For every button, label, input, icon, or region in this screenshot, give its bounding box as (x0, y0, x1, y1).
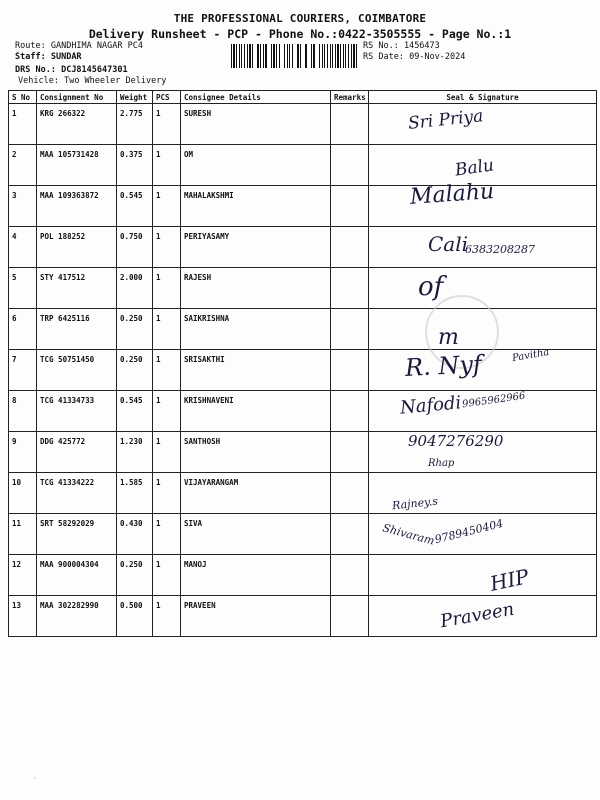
cell-weight: 0.250 (117, 350, 153, 391)
cell-sno: 12 (9, 555, 37, 596)
cell-consignment: MAA 105731428 (37, 145, 117, 186)
drs-line (15, 65, 128, 75)
cell-consignee: SIVA (181, 514, 331, 555)
cell-consignment: KRG 266322 (37, 104, 117, 145)
cell-consignee: MAHALAKSHMI (181, 186, 331, 227)
cell-sno: 4 (9, 227, 37, 268)
cell-pcs: 1 (153, 596, 181, 637)
col-consignee: Consignee Details (181, 91, 331, 104)
cell-weight: 0.250 (117, 555, 153, 596)
col-consignment: Consignment No (37, 91, 117, 104)
drs-label: DRS No.: (15, 65, 56, 75)
cell-consignment: POL 188252 (37, 227, 117, 268)
cell-consignment: MAA 900004304 (37, 555, 117, 596)
cell-sno: 3 (9, 186, 37, 227)
cell-sno: 10 (9, 473, 37, 514)
company-title: THE PROFESSIONAL COURIERS, COIMBATORE (173, 12, 427, 25)
cell-sno: 6 (9, 309, 37, 350)
rs-date-line (363, 52, 465, 62)
drs-value: DCJ8145647301 (61, 65, 128, 75)
cell-signature (369, 555, 597, 596)
rs-no-value: 1456473 (403, 41, 440, 51)
col-weight: Weight (117, 91, 153, 104)
cell-consignment: TCG 41334222 (37, 473, 117, 514)
cell-remarks (331, 104, 369, 145)
cell-consignee: SRISAKTHI (181, 350, 331, 391)
route-line (15, 41, 143, 51)
cell-pcs: 1 (153, 268, 181, 309)
signature-13: Praveen (438, 598, 516, 633)
cell-weight: 2.775 (117, 104, 153, 145)
cell-consignment: MAA 302282990 (37, 596, 117, 637)
signature-2: Balu (453, 155, 496, 181)
signature-11: Shivaram (381, 521, 436, 548)
col-signature: Seal & Signature (369, 91, 597, 104)
table-blank-area (9, 637, 597, 763)
cell-pcs: 1 (153, 473, 181, 514)
cell-consignee: RAJESH (181, 268, 331, 309)
col-pcs: PCS (153, 91, 181, 104)
cell-weight: 0.750 (117, 227, 153, 268)
signature-7: R. Nyf (404, 350, 483, 382)
signature-8: Nafodi (399, 392, 463, 419)
col-sno: S No (9, 91, 37, 104)
rs-no-label: RS No.: (363, 41, 399, 51)
vehicle-value: Two Wheeler Delivery (64, 76, 167, 86)
cell-consignee: OM (181, 145, 331, 186)
signature-3: Malahu (409, 179, 495, 210)
cell-consignee: SURESH (181, 104, 331, 145)
rs-date-label: RS Date: (363, 52, 404, 62)
note-11: Rajney.s (391, 494, 439, 513)
cell-pcs: 1 (153, 186, 181, 227)
table-row (9, 104, 597, 145)
cell-weight: 0.500 (117, 596, 153, 637)
route-value: GANDHIMA NAGAR PC4 (50, 41, 143, 51)
cell-consignee: SANTHOSH (181, 432, 331, 473)
cell-sno: 11 (9, 514, 37, 555)
table-row (9, 350, 597, 391)
cell-weight: 0.430 (117, 514, 153, 555)
cell-pcs: 1 (153, 391, 181, 432)
cell-consignment: TCG 50751450 (37, 350, 117, 391)
cell-consignment: DDG 425772 (37, 432, 117, 473)
cell-pcs: 1 (153, 145, 181, 186)
table-row (9, 186, 597, 227)
cell-pcs: 1 (153, 104, 181, 145)
cell-pcs: 1 (153, 309, 181, 350)
cell-sno: 8 (9, 391, 37, 432)
cell-weight: 0.545 (117, 186, 153, 227)
cell-remarks (331, 555, 369, 596)
cell-consignee: KRISHNAVENI (181, 391, 331, 432)
cell-consignee: PRAVEEN (181, 596, 331, 637)
table-row (9, 145, 597, 186)
signature-12: HIP (487, 564, 531, 596)
table-row (9, 309, 597, 350)
signature-1: Sri Priya (407, 106, 485, 134)
col-remarks: Remarks (331, 91, 369, 104)
cell-remarks (331, 309, 369, 350)
cell-weight: 1.585 (117, 473, 153, 514)
cell-remarks (331, 391, 369, 432)
phone-8: 9965962966 (461, 390, 527, 411)
signature-9: Rhap (428, 458, 455, 469)
cell-remarks (331, 268, 369, 309)
staff-line (15, 52, 82, 62)
cell-remarks (331, 350, 369, 391)
cell-consignee: SAIKRISHNA (181, 309, 331, 350)
cell-weight: 0.250 (117, 309, 153, 350)
cell-sno: 2 (9, 145, 37, 186)
cell-sno: 1 (9, 104, 37, 145)
runsheet-table (8, 90, 597, 762)
cell-weight: 1.230 (117, 432, 153, 473)
signature-4: Cali (428, 232, 469, 256)
cell-pcs: 1 (153, 514, 181, 555)
cell-sno: 7 (9, 350, 37, 391)
table-row (9, 514, 597, 555)
cell-consignment: MAA 109363872 (37, 186, 117, 227)
table-row (9, 268, 597, 309)
rs-date-value: 09-Nov-2024 (409, 52, 466, 62)
cell-consignment: TRP 6425116 (37, 309, 117, 350)
cell-pcs: 1 (153, 227, 181, 268)
cell-consignment: TCG 41334733 (37, 391, 117, 432)
cell-remarks (331, 227, 369, 268)
rs-no-line (363, 41, 440, 51)
vehicle-label: Vehicle: (18, 76, 59, 86)
signature-5: of (418, 272, 444, 302)
cell-remarks (331, 596, 369, 637)
table-row (9, 473, 597, 514)
cell-sno: 9 (9, 432, 37, 473)
cell-weight: 0.545 (117, 391, 153, 432)
cell-consignee: VIJAYARANGAM (181, 473, 331, 514)
signature-7b: Pavitha (511, 346, 551, 365)
staff-value: SUNDAR (50, 52, 82, 62)
cell-remarks (331, 514, 369, 555)
route-label: Route: (15, 41, 46, 51)
cell-pcs: 1 (153, 350, 181, 391)
runsheet-subtitle: Delivery Runsheet - PCP - Phone No.:0422-3505555 - Page No.:1 (88, 27, 512, 41)
cell-weight: 2.000 (117, 268, 153, 309)
cell-pcs: 1 (153, 555, 181, 596)
cell-remarks (331, 186, 369, 227)
vehicle-line (18, 76, 166, 86)
phone-11: 9789450404 (433, 516, 505, 547)
cell-remarks (331, 145, 369, 186)
page-mark: · (33, 775, 37, 782)
table-row (9, 432, 597, 473)
cell-consignment: STY 417512 (37, 268, 117, 309)
cell-consignee: MANOJ (181, 555, 331, 596)
cell-remarks (331, 432, 369, 473)
cell-consignee: PERIYASAMY (181, 227, 331, 268)
phone-9: 9047276290 (408, 432, 504, 450)
cell-pcs: 1 (153, 432, 181, 473)
signature-6: m (438, 325, 459, 350)
cell-consignment: SRT 58292029 (37, 514, 117, 555)
cell-weight: 0.375 (117, 145, 153, 186)
phone-4: 6383208287 (465, 243, 535, 256)
staff-label: Staff: (15, 52, 46, 62)
table-header-row (9, 91, 597, 104)
barcode-gaps (231, 44, 357, 68)
cell-sno: 13 (9, 596, 37, 637)
cell-remarks (331, 473, 369, 514)
cell-sno: 5 (9, 268, 37, 309)
